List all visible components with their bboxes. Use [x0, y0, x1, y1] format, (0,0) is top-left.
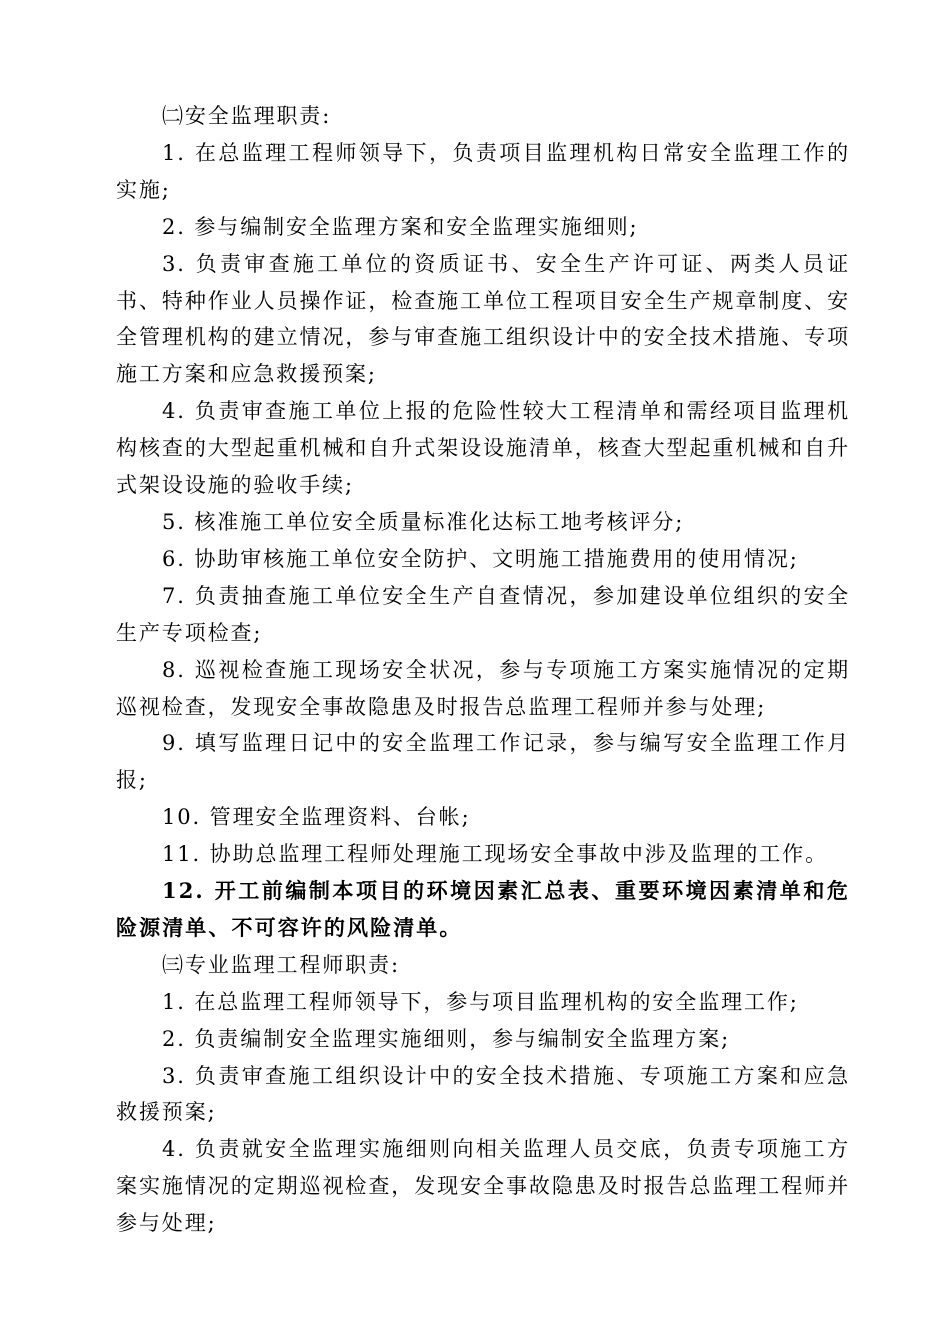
section-two-item-1: 1. 在总监理工程师领导下，负责项目监理机构日常安全监理工作的实施; — [116, 140, 850, 202]
section-two-item-3: 3. 负责审查施工单位的资质证书、安全生产许可证、两类人员证书、特种作业人员操作证，检查施工单位工程项目安全生产规章制度、安全管理机构的建立情况，参与审查施工组织设计中的安全技术措施、专项施工方案和应急救援预案; — [116, 251, 850, 387]
section-two-heading: ㈡安全监理职责: — [162, 104, 332, 128]
section-two-item-5: 5. 核准施工单位安全质量标准化达标工地考核评分; — [162, 509, 685, 534]
section-two-item-9: 9. 填写监理日记中的安全监理工作记录，参与编写安全监理工作月报; — [116, 731, 850, 793]
section-two-item-11: 11. 协助总监理工程师处理施工现场安全事故中涉及监理的工作。 — [162, 842, 828, 867]
section-two-item-7: 7. 负责抽查施工单位安全生产自查情况，参加建设单位组织的安全生产专项检查; — [116, 583, 850, 645]
section-two-item-6: 6. 协助审核施工单位安全防护、文明施工措施费用的使用情况; — [162, 546, 799, 571]
section-three-item-2: 2. 负责编制安全监理实施细则，参与编制安全监理方案; — [162, 1026, 731, 1051]
section-three-item-4: 4. 负责就安全监理实施细则向相关监理人员交底，负责专项施工方案实施情况的定期巡视检查，发现安全事故隐患及时报告总监理工程师并参与处理; — [116, 1137, 850, 1236]
section-two-item-10: 10. 管理安全监理资料、台帐; — [162, 805, 471, 830]
section-three-heading: ㈢专业监理工程师职责: — [162, 952, 400, 977]
document-body — [116, 98, 850, 1242]
section-three-item-3: 3. 负责审查施工组织设计中的安全技术措施、专项施工方案和应急救援预案; — [116, 1063, 850, 1125]
section-two-item-12: 12. 开工前编制本项目的环境因素汇总表、重要环境因素清单和危险源清单、不可容许的风险清单。 — [116, 878, 850, 940]
section-two-item-2: 2. 参与编制安全监理方案和安全监理实施细则; — [162, 214, 639, 239]
section-two-item-8: 8. 巡视检查施工现场安全状况，参与专项施工方案实施情况的定期巡视检查，发现安全事故隐患及时报告总监理工程师并参与处理; — [116, 657, 850, 719]
section-two-item-4: 4. 负责审查施工单位上报的危险性较大工程清单和需经项目监理机构核查的大型起重机械和自升式架设设施清单，核查大型起重机械和自升式架设设施的验收手续; — [116, 399, 850, 498]
section-three-item-1: 1. 在总监理工程师领导下，参与项目监理机构的安全监理工作; — [162, 989, 799, 1014]
